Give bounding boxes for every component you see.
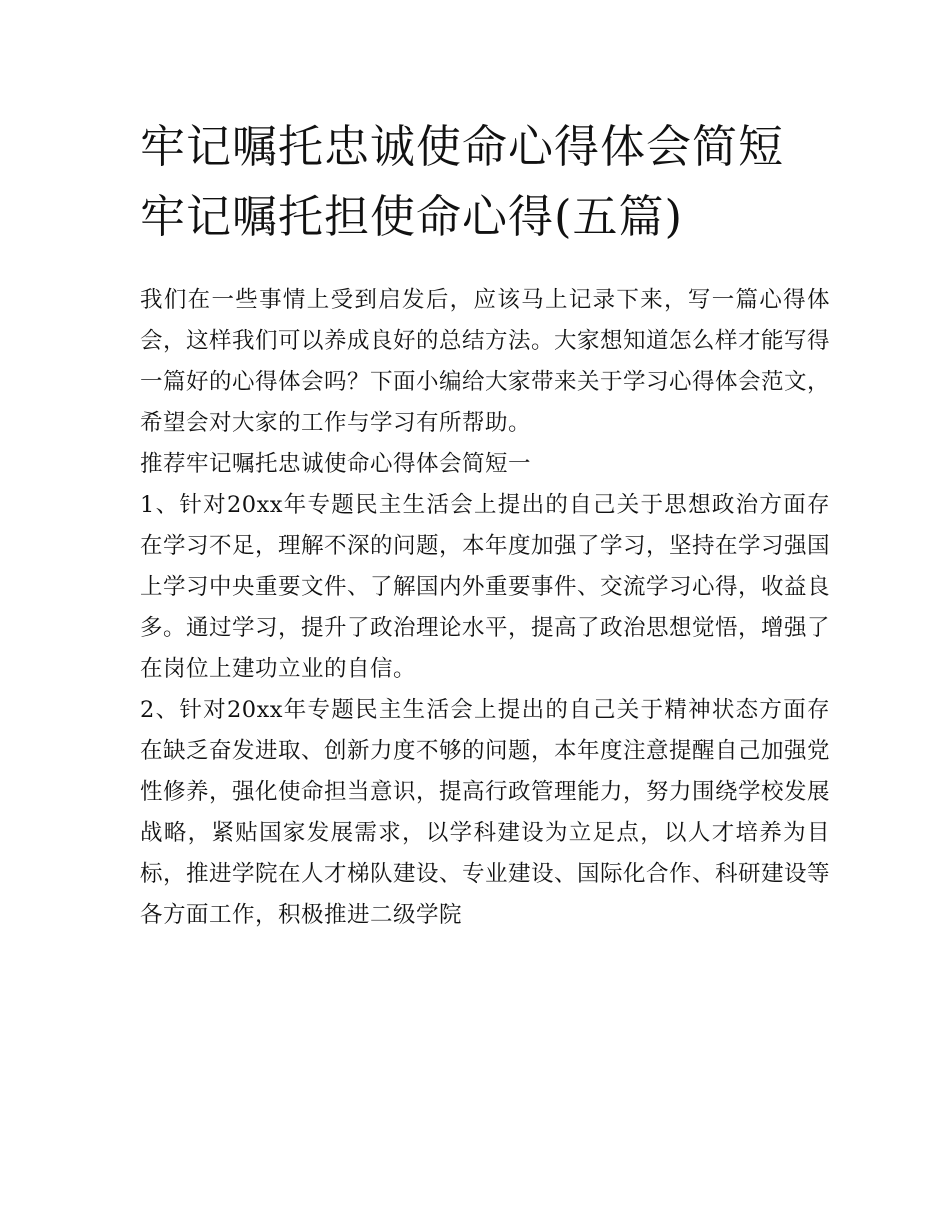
section-heading: 推荐牢记嘱托忠诚使命心得体会简短一 (140, 451, 532, 477)
document-body (140, 280, 830, 936)
list-item-2: 2、针对20xx年专题民主生活会上提出的自己关于精神状态方面存在缺乏奋发进取、创新力度不够的问题，本年度注意提醒自己加强党性修养，强化使命担当意识，提高行政管理能力，努力围绕学校发展战略，紧贴国家发展需求，以学科建设为立足点，以人才培养为目标，推进学院在人才梯队建设、专业建设、国际化合作、科研建设等各方面工作，积极推进二级学院 (140, 697, 831, 928)
list-item-1: 1、针对20xx年专题民主生活会上提出的自己关于思想政治方面存在学习不足，理解不深的问题，本年度加强了学习，坚持在学习强国上学习中央重要文件、了解国内外重要事件、交流学习心得，收益良多。通过学习，提升了政治理论水平，提高了政治思想觉悟，增强了在岗位上建功立业的自信。 (140, 492, 831, 682)
document-title: 牢记嘱托忠诚使命心得体会简短 牢记嘱托担使命心得(五篇) (140, 120, 785, 243)
intro-paragraph: 我们在一些事情上受到启发后，应该马上记录下来，写一篇心得体会，这样我们可以养成良好的总结方法。大家想知道怎么样才能写得一篇好的心得体会吗？下面小编给大家带来关于学习心得体会范文，希望会对大家的工作与学习有所帮助。 (140, 287, 831, 436)
